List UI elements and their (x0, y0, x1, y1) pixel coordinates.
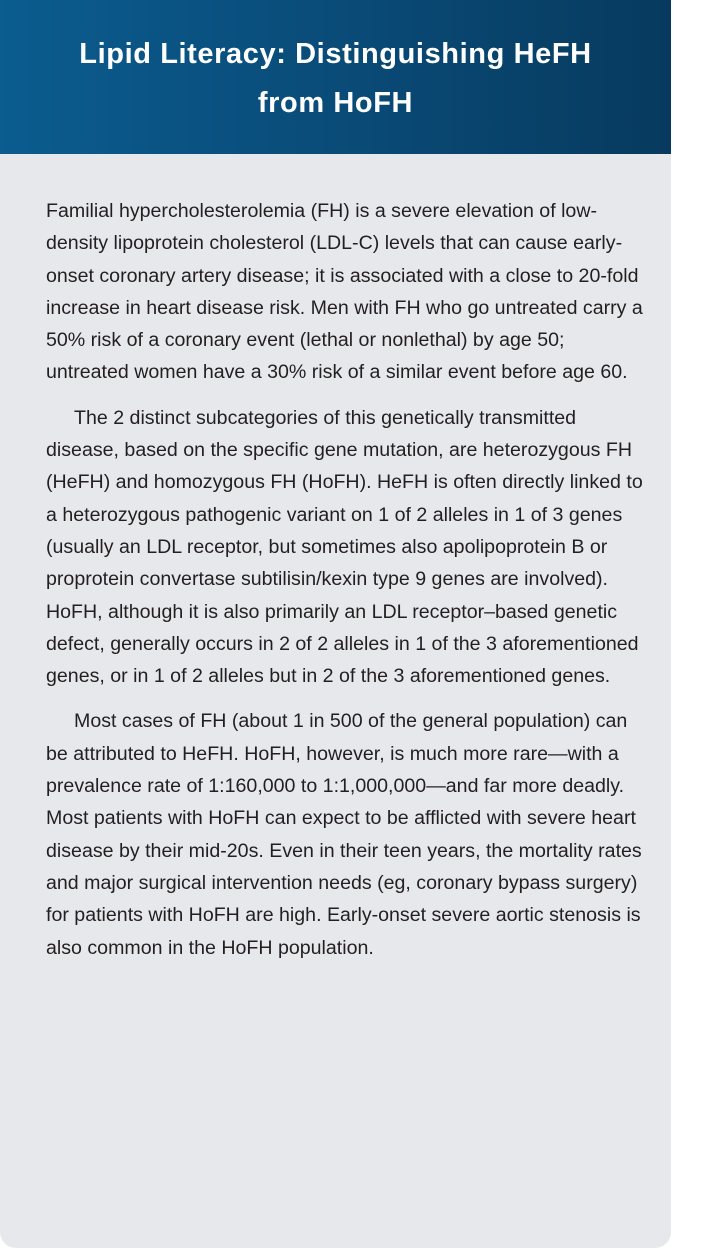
paragraph-intro: Familial hypercholesterolemia (FH) is a severe elevation of low-density lipoprotein cholesterol (LDL-C) levels that can cause early-onset coronary artery disease; it is associated with a close to 20-fold increase in heart disease risk. Men with FH who go untreated carry a 50% risk of a coronary event (lethal or nonlethal) by age 50; untreated women have a 30% risk of a similar event before age 60. (46, 200, 643, 384)
title-banner (0, 0, 671, 154)
paragraph-prevalence: Most cases of FH (about 1 in 500 of the general population) can be attributed to HeFH. HoFH, however, is much more rare—with a prevalence rate of 1:160,000 to 1:1,000,000—and far more deadly. Most patients with HoFH can expect to be afflicted with severe heart disease by their mid-20s. Even in their teen years, the mortality rates and major surgical intervention needs (eg, coronary bypass surgery) for patients with HoFH are high. Early-onset severe aortic stenosis is also common in the HoFH population. (46, 710, 642, 959)
paragraph-subcategories: The 2 distinct subcategories of this genetically transmitted disease, based on the specific gene mutation, are heterozygous FH (HeFH) and homozygous FH (HoFH). HeFH is often directly linked to a heterozygous pathogenic variant on 1 of 2 alleles in 1 of 3 genes (usually an LDL receptor, but sometimes also apolipoprotein B or proprotein convertase subtilisin/kexin type 9 genes are involved). HoFH, although it is also primarily an LDL receptor–based genetic defect, generally occurs in 2 of 2 alleles in 1 of the 3 aforementioned genes, or in 1 of 2 alleles but in 2 of the 3 aforementioned genes. (46, 406, 643, 688)
sidebar-title: Lipid Literacy: Distinguishing HeFH from HoFH (79, 38, 592, 119)
sidebar-body (46, 195, 651, 977)
